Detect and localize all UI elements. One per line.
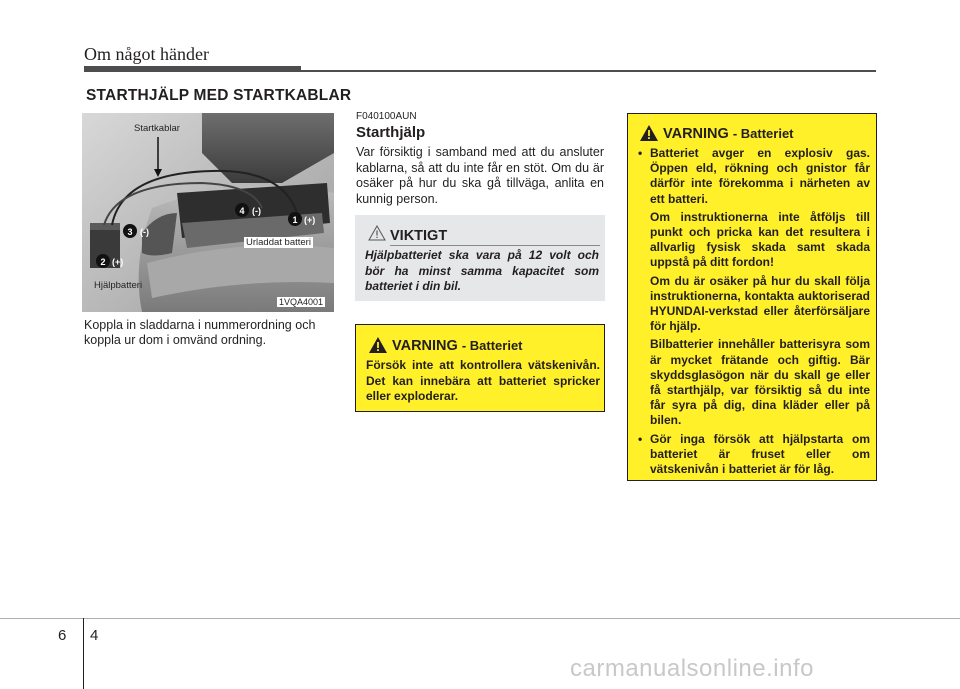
caution-triangle-icon bbox=[368, 225, 386, 241]
header-rule bbox=[301, 70, 876, 72]
svg-text:(+): (+) bbox=[112, 257, 124, 267]
section-code: F040100AUN bbox=[356, 111, 417, 122]
chapter-title: Om något händer bbox=[84, 44, 209, 64]
warning-title: VARNING - Batteriet bbox=[663, 126, 794, 142]
notice-title: VIKTIGT bbox=[390, 228, 448, 244]
jump-start-illustration bbox=[82, 113, 334, 312]
svg-text:2: 2 bbox=[100, 257, 106, 267]
warning-paragraph: Om du är osäker på hur du skall följa instruktionerna, kontakta auktoriserad HYUNDAI-verkstad eller återförsäljare för hjälp. bbox=[650, 273, 870, 334]
page-number: 4 bbox=[90, 627, 99, 644]
svg-text:(-): (-) bbox=[252, 206, 261, 216]
warning-text: Försök inte att kontrollera vätskenivån. Det kan innebära att batteriet spricker eller exploderar. bbox=[366, 358, 600, 403]
label-hjalpbatteri: Hjälpbatteri bbox=[94, 280, 143, 291]
chapter-number: 6 bbox=[58, 627, 67, 644]
figure-caption: Koppla in sladdarna i nummerordning och koppla ur dom i omvänd ordning. bbox=[84, 318, 316, 347]
svg-text:4: 4 bbox=[239, 206, 245, 216]
header-bar bbox=[84, 66, 301, 72]
notice-divider bbox=[390, 245, 600, 246]
subheading: Starthjälp bbox=[356, 124, 426, 141]
warning-box-small bbox=[355, 324, 605, 412]
label-urladdat-batteri: Urladdat batteri bbox=[246, 237, 311, 248]
label-startkablar: Startkablar bbox=[134, 123, 180, 134]
warning-triangle-icon bbox=[368, 336, 388, 354]
notice-text: Hjälpbatteriet ska vara på 12 volt och bör ha minst samma kapacitet som batteriet i din bil. bbox=[365, 248, 599, 293]
list-item: • Batteriet avger en explosiv gas. Öppen eld, rökning och gnistor får därför inte förekomma i närheten av ett batteri. bbox=[636, 146, 870, 207]
svg-text:1: 1 bbox=[292, 215, 298, 225]
warning-paragraph: Om instruktionerna inte åtföljs till punkt och pricka kan det resultera i allvarlig fysisk skada samt skada uppstå på ditt fordon! bbox=[650, 209, 870, 270]
warning-triangle-icon bbox=[639, 124, 659, 142]
notice-box bbox=[355, 215, 605, 301]
warning-list bbox=[636, 146, 870, 477]
svg-text:(+): (+) bbox=[304, 215, 316, 225]
list-item: • Gör inga försök att hjälpstarta om batteriet är fruset eller om vätskenivån i batteriet är för låg. bbox=[636, 432, 870, 478]
svg-text:3: 3 bbox=[127, 227, 133, 237]
footer-divider bbox=[83, 618, 84, 689]
footer-rule bbox=[0, 618, 960, 619]
watermark: carmanualsonline.info bbox=[570, 655, 814, 682]
figure-code: 1VQA4001 bbox=[279, 297, 324, 307]
warning-paragraph: Bilbatterier innehåller batterisyra som är mycket frätande och giftig. Bär skyddsglasögon när du skall ge eller få starthjälp, var försiktig så du inte får syra på dig, dina kläder eller på bilen. bbox=[650, 337, 870, 428]
body-text: Var försiktig i samband med att du ansluter kablarna, så att du inte får en stöt. Om du är osäker på hur du ska gå tillväga, anlita en kunnig person. bbox=[356, 145, 604, 206]
section-title: STARTHJÄLP MED STARTKABLAR bbox=[86, 87, 352, 104]
warning-title: VARNING - Batteriet bbox=[392, 338, 523, 354]
warning-box-large bbox=[627, 113, 877, 481]
svg-text:(-): (-) bbox=[140, 227, 149, 237]
